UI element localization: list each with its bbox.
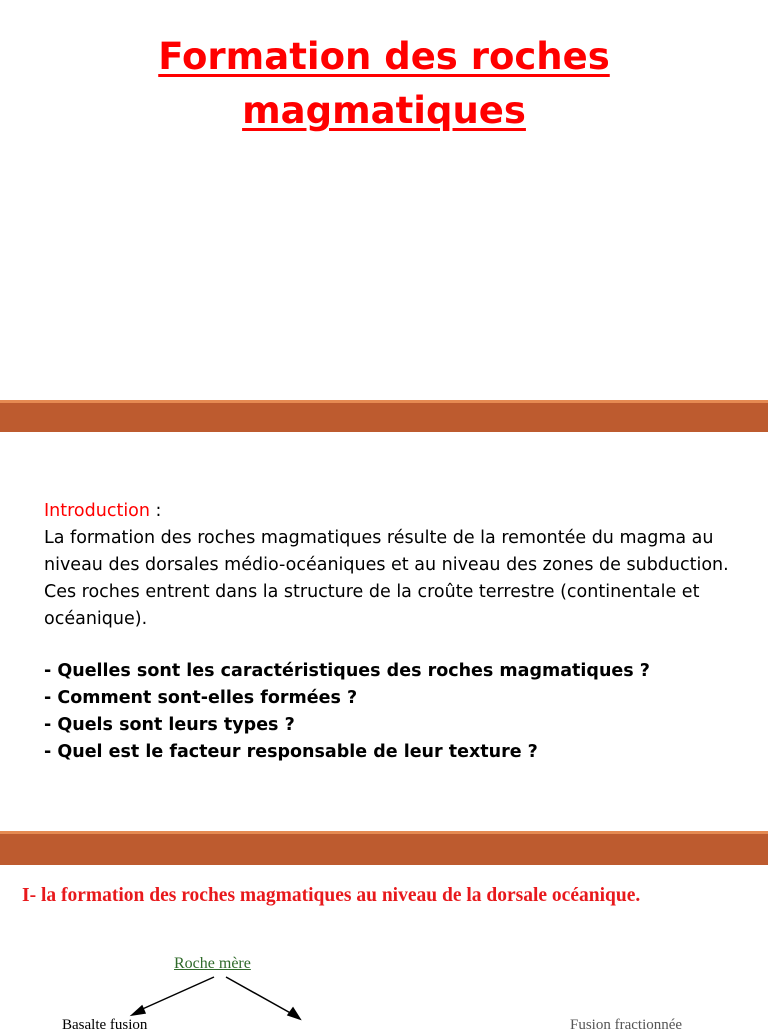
diagram-arrows — [0, 949, 768, 1024]
divider-highlight — [0, 831, 768, 834]
section-slide — [0, 865, 768, 1033]
divider-highlight — [0, 400, 768, 403]
introduction-separator: : — [149, 501, 162, 521]
introduction-heading-line — [44, 498, 734, 525]
diagram-root-label: Roche mère — [174, 955, 251, 972]
question-item: - Comment sont-elles formées ? — [44, 688, 358, 708]
slide-divider-2 — [0, 831, 768, 865]
introduction-block — [44, 498, 734, 633]
diagram-right-label: Fusion fractionnée — [570, 1017, 683, 1033]
title-line-1: Formation des roches — [158, 35, 610, 78]
questions-list — [44, 658, 734, 766]
formation-diagram — [0, 949, 768, 1033]
arrow-right-line — [226, 977, 294, 1015]
arrow-left-head — [132, 1006, 145, 1015]
introduction-slide — [0, 432, 768, 831]
section-title: I- la formation des roches magmatiques au niveau de la dorsale océanique. — [22, 885, 641, 906]
page-title — [0, 30, 768, 138]
question-item: - Quels sont leurs types ? — [44, 715, 295, 735]
question-item: - Quelles sont les caractéristiques des roches magmatiques ? — [44, 661, 650, 681]
slide-divider-1 — [0, 400, 768, 432]
arrow-right-head — [288, 1008, 300, 1019]
introduction-text: La formation des roches magmatiques résulte de la remontée du magma au niveau des dorsales médio-océaniques et au niveau des zones de subduction. Ces roches entrent dans la structure de la croûte terrestre (continentale et océanique). — [44, 528, 729, 629]
arrow-left-line — [138, 977, 214, 1011]
question-item: - Quel est le facteur responsable de leur texture ? — [44, 742, 538, 762]
title-slide — [0, 0, 768, 400]
title-line-2: magmatiques — [242, 89, 526, 132]
introduction-heading: Introduction — [44, 501, 150, 521]
diagram-left-label: Basalte fusion — [62, 1017, 148, 1033]
